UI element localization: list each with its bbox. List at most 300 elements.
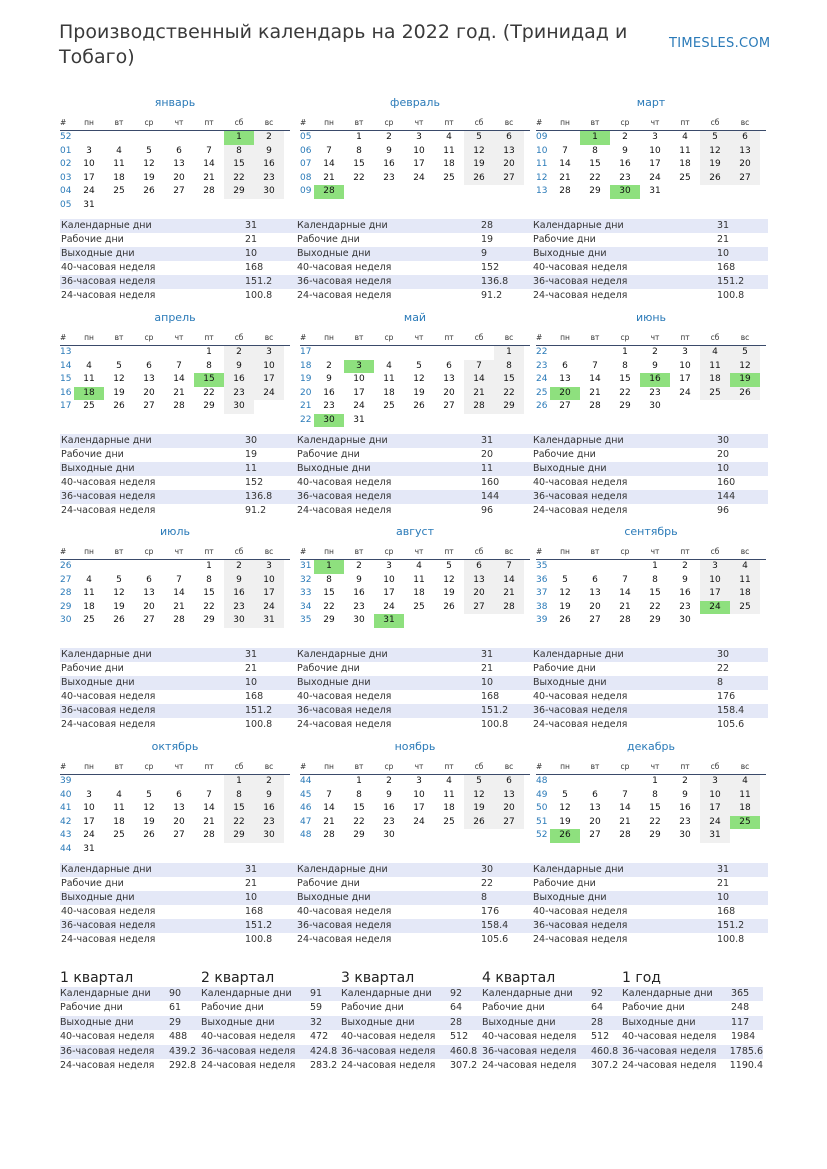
stats-label: Выходные дни [201,1016,275,1028]
stats-label: 24-часовая неделя [297,719,392,730]
stats-label: Выходные дни [297,463,371,474]
stats-label: 40-часовая неделя [297,906,392,917]
weekday-label: вт [354,333,364,342]
day-cell: 29 [494,400,524,414]
day-cell: 31 [700,829,730,843]
week-number: 17 [300,347,312,357]
weekday-header [536,544,766,560]
site-brand-link[interactable]: TIMESLES.COM [669,36,771,51]
day-cell: 22 [619,387,631,398]
weekday-label: пт [680,547,690,556]
day-cell: 15 [194,373,224,387]
day-cell: 25 [700,387,730,401]
day-cell: 1 [652,561,658,571]
weekday-header [60,544,290,560]
day-cell: 22 [203,601,215,612]
week-row [60,360,290,374]
stats-value: 105.6 [717,719,745,730]
weekday-label: вс [264,333,274,342]
day-cell: 18 [730,802,760,816]
week-row [300,802,530,816]
day-cell: 30 [610,185,640,199]
weekday-header [60,759,290,775]
stats-label: 40-часовая неделя [341,1031,436,1043]
stats-value: 151.2 [717,920,745,931]
week-row [300,346,530,360]
stats-label: 40-часовая неделя [60,1031,155,1043]
empty-day-cell [224,199,254,213]
quarter-title: 1 квартал [60,970,134,986]
weekday-label: вт [354,762,364,771]
week-row [300,829,530,843]
day-cell: 29 [224,185,254,199]
day-cell: 25 [113,830,125,840]
stats-value: 472 [310,1031,329,1043]
stats-label: Выходные дни [533,248,607,259]
day-cell: 6 [176,145,182,156]
stats-row [532,933,768,947]
day-cell: 7 [326,145,332,156]
stats-label: Выходные дни [61,677,135,688]
month-stats-table [532,434,768,518]
day-cell: 13 [589,588,601,598]
week-row [60,560,290,574]
day-cell: 7 [464,360,494,374]
week-number: 27 [60,574,72,585]
empty-day-cell [254,843,284,857]
stats-value: 365 [731,988,750,999]
stats-value: 30 [481,864,494,875]
stats-row [296,219,532,233]
day-cell: 2 [224,346,254,360]
week-row [60,400,290,414]
quarter-title: 1 год [622,970,661,986]
day-cell: 26 [143,186,155,196]
week-number: 32 [300,574,312,585]
weekday-label: вт [114,333,124,342]
weekday-label: сб [474,333,484,342]
weekday-header [300,544,530,560]
week-row [300,816,530,830]
week-number: 21 [300,401,312,411]
stats-label: 36-часовая неделя [297,276,392,287]
week-number: 26 [536,401,548,411]
day-cell: 8 [652,574,658,585]
week-number: 36 [536,574,548,585]
stats-row [532,476,768,490]
day-cell: 16 [224,373,254,387]
weekday-header [536,330,766,346]
week-row [536,387,766,401]
day-cell: 31 [83,199,95,210]
stats-label: 36-часовая неделя [61,920,156,931]
week-number: 08 [300,172,312,183]
day-cell: 22 [649,816,661,827]
day-cell: 18 [443,159,455,169]
weekday-label: вс [264,762,274,771]
day-cell: 24 [413,816,425,827]
day-cell: 19 [464,158,494,172]
day-cell: 9 [682,789,688,800]
stats-row [532,891,768,905]
day-cell: 11 [679,145,691,156]
day-cell: 22 [353,816,365,827]
weekday-label: вс [740,547,750,556]
day-cell: 1 [314,560,344,574]
stats-value: 21 [717,234,730,245]
day-cell: 9 [224,574,254,588]
day-cell: 6 [176,789,182,800]
day-cell: 4 [86,360,92,371]
weekday-label: вс [504,333,514,342]
stats-label: 36-часовая неделя [61,491,156,502]
week-row [536,614,766,628]
day-cell: 29 [589,186,601,196]
day-cell: 12 [443,574,455,585]
day-cell: 28 [314,185,344,199]
stats-row [532,662,768,676]
weekday-label: вс [504,118,514,127]
week-number: 05 [60,199,72,210]
month-1 [60,96,290,212]
day-cell: 9 [386,789,392,800]
stats-label: Выходные дни [533,463,607,474]
stats-row [532,233,768,247]
day-cell: 13 [494,145,524,159]
day-cell: 8 [356,789,362,800]
stats-row [532,919,768,933]
stats-row [296,718,532,732]
empty-day-cell [164,346,194,360]
empty-day-cell [374,185,404,199]
day-cell: 24 [83,830,95,840]
empty-day-cell [464,614,494,628]
stats-label: Календарные дни [201,988,292,999]
empty-day-cell [464,829,494,843]
stats-label: 36-часовая неделя [61,705,156,716]
week-row [300,789,530,803]
weekday-label: ср [144,762,154,771]
day-cell: 15 [353,159,365,169]
month-4 [60,311,290,414]
day-cell: 28 [559,186,571,196]
day-cell: 7 [326,789,332,800]
day-cell: 21 [494,587,524,601]
day-cell: 13 [730,145,760,159]
empty-day-cell [224,843,254,857]
week-number: 02 [60,159,72,169]
day-cell: 8 [206,360,212,371]
day-cell: 1 [494,346,524,360]
stats-value: 31 [481,649,494,660]
stats-row [296,289,532,303]
weekday-label: пн [324,333,334,342]
weekday-label: ср [384,118,394,127]
weekday-label: сб [710,333,720,342]
stats-label: 24-часовая неделя [201,1059,296,1071]
stats-value: 92 [450,988,463,999]
day-cell: 19 [559,601,571,612]
day-cell: 5 [730,346,760,360]
stats-label: 40-часовая неделя [533,691,628,702]
week-number: 12 [536,172,548,183]
week-row [536,172,766,186]
day-cell: 26 [700,172,730,186]
day-cell: 13 [143,588,155,598]
day-cell: 14 [559,159,571,169]
weekday-label: пн [560,762,570,771]
day-cell: 5 [700,131,730,145]
day-cell: 6 [562,360,568,371]
stats-label: Рабочие дни [482,1002,545,1014]
day-cell: 17 [679,374,691,384]
empty-day-cell [730,400,760,414]
quarter-stats-row [341,1016,482,1030]
stats-value: 307.2 [591,1059,619,1071]
stats-row [296,448,532,462]
month-5 [300,311,530,427]
day-cell: 25 [83,615,95,625]
day-cell: 21 [173,601,185,612]
empty-day-cell [580,346,610,360]
day-cell: 25 [730,601,760,615]
stats-label: Рабочие дни [622,1002,685,1014]
stats-value: 96 [481,505,494,516]
weekday-label: сб [234,118,244,127]
week-row [536,816,766,830]
quarter-stats-row [622,1059,763,1073]
day-cell: 30 [314,414,344,428]
stats-value: 283.2 [310,1059,338,1071]
weekday-label: пт [680,118,690,127]
day-cell: 23 [383,816,395,827]
week-number: 10 [536,145,548,156]
month-2 [300,96,530,199]
day-cell: 14 [323,803,335,813]
empty-day-cell [194,775,224,789]
weekday-label: вт [114,547,124,556]
day-cell: 20 [550,387,580,401]
week-row [60,373,290,387]
empty-day-cell [134,560,164,574]
stats-value: 21 [245,663,258,674]
stats-row [296,490,532,504]
stats-value: 160 [717,477,736,488]
day-cell: 6 [146,574,152,585]
stats-value: 31 [245,864,258,875]
day-cell: 19 [113,387,125,398]
stats-label: Рабочие дни [60,1002,123,1014]
stats-label: 24-часовая неделя [61,934,156,945]
empty-day-cell [404,185,434,199]
day-cell: 15 [224,158,254,172]
stats-label: 36-часовая неделя [622,1045,717,1057]
day-cell: 29 [203,615,215,625]
week-row [536,601,766,615]
stats-label: 40-часовая неделя [622,1031,717,1043]
day-cell: 11 [730,789,760,803]
day-cell: 19 [443,588,455,598]
stats-value: 151.2 [717,276,745,287]
day-cell: 26 [464,172,494,186]
stats-row [532,490,768,504]
day-cell: 7 [176,360,182,371]
quarter-stats-row [201,1001,342,1015]
day-cell: 24 [649,172,661,183]
day-cell: 11 [413,574,425,585]
day-cell: 13 [173,159,185,169]
stats-value: 168 [245,691,264,702]
day-cell: 26 [143,830,155,840]
week-row [60,816,290,830]
quarter-stats-row [60,987,201,1001]
stats-row [60,504,296,518]
day-cell: 23 [254,172,284,186]
stats-value: 158.4 [481,920,509,931]
day-cell: 20 [143,601,155,612]
stats-value: 19 [481,234,494,245]
stats-value: 31 [717,220,730,231]
quarter-stats-row [482,1016,623,1030]
stats-row [532,905,768,919]
stats-value: 168 [481,691,500,702]
empty-day-cell [134,775,164,789]
stats-row [296,877,532,891]
empty-day-cell [164,560,194,574]
day-cell: 8 [356,145,362,156]
day-cell: 10 [700,574,730,588]
day-cell: 11 [383,374,395,384]
day-cell: 10 [83,803,95,813]
day-cell: 23 [323,401,335,411]
week-row [300,158,530,172]
stats-row [532,648,768,662]
week-row [60,775,290,789]
stats-value: 1785.6 [729,1045,763,1057]
empty-day-cell [254,199,284,213]
day-cell: 26 [443,601,455,612]
week-row [536,400,766,414]
day-cell: 6 [464,560,494,574]
day-cell: 6 [494,775,524,789]
day-cell: 20 [494,802,524,816]
weekday-label: сб [474,547,484,556]
day-cell: 30 [254,185,284,199]
day-cell: 10 [413,789,425,800]
week-row [300,587,530,601]
stats-label: 24-часовая неделя [533,290,628,301]
weekday-label: чт [414,333,424,342]
day-cell: 25 [113,186,125,196]
quarter-stats-row [622,1001,763,1015]
week-row [60,172,290,186]
stats-label: Календарные дни [341,988,432,999]
empty-day-cell [374,346,404,360]
empty-day-cell [700,185,730,199]
stats-value: 64 [591,1002,604,1014]
day-cell: 21 [619,601,631,612]
stats-value: 10 [717,248,730,259]
stats-value: 29 [169,1016,182,1028]
stats-value: 31 [245,220,258,231]
day-cell: 23 [619,172,631,183]
weekday-label: сб [234,333,244,342]
day-cell: 18 [113,172,125,183]
day-cell: 18 [83,601,95,612]
day-cell: 15 [649,588,661,598]
stats-label: Рабочие дни [297,234,360,245]
weekday-label: вс [264,118,274,127]
day-cell: 14 [494,574,524,588]
stats-value: 144 [481,491,500,502]
stats-label: Календарные дни [60,988,151,999]
day-cell: 17 [700,802,730,816]
stats-label: Календарные дни [61,864,152,875]
empty-day-cell [344,346,374,360]
stats-value: 248 [731,1002,750,1014]
day-cell: 8 [224,145,254,159]
week-number-header: # [60,333,67,342]
day-cell: 15 [203,588,215,598]
day-cell: 24 [679,387,691,398]
day-cell: 31 [353,414,365,425]
stats-row [60,919,296,933]
stats-label: 24-часовая неделя [61,290,156,301]
stats-label: Календарные дни [297,435,388,446]
day-cell: 3 [416,132,422,142]
stats-label: Рабочие дни [533,878,596,889]
week-number: 22 [300,414,312,425]
week-number: 22 [536,347,548,357]
day-cell: 5 [562,789,568,800]
empty-day-cell [700,614,730,628]
day-cell: 20 [173,816,185,827]
day-cell: 9 [356,574,362,585]
day-cell: 9 [622,145,628,156]
week-row [300,172,530,186]
month-name: февраль [390,96,440,109]
stats-row [532,704,768,718]
stats-row [60,933,296,947]
weekday-label: ср [144,547,154,556]
stats-row [60,863,296,877]
stats-row [532,448,768,462]
week-row [536,587,766,601]
weekday-label: вс [740,118,750,127]
day-cell: 12 [464,789,494,803]
week-row [60,574,290,588]
day-cell: 19 [113,601,125,612]
quarter-stats-row [201,1016,342,1030]
stats-label: 36-часовая неделя [533,705,628,716]
month-name: октябрь [151,740,199,753]
empty-day-cell [434,829,464,843]
week-number: 33 [300,588,312,598]
day-cell: 19 [700,158,730,172]
day-cell: 21 [203,816,215,827]
stats-value: 91.2 [481,290,503,301]
day-cell: 8 [326,574,332,585]
empty-day-cell [104,560,134,574]
empty-day-cell [74,775,104,789]
stats-value: 92 [591,988,604,999]
day-cell: 5 [146,789,152,800]
month-stats-table [60,219,296,303]
stats-label: Выходные дни [341,1016,415,1028]
quarter-stats-row [482,1030,623,1044]
week-row [536,158,766,172]
week-number: 16 [60,387,72,398]
